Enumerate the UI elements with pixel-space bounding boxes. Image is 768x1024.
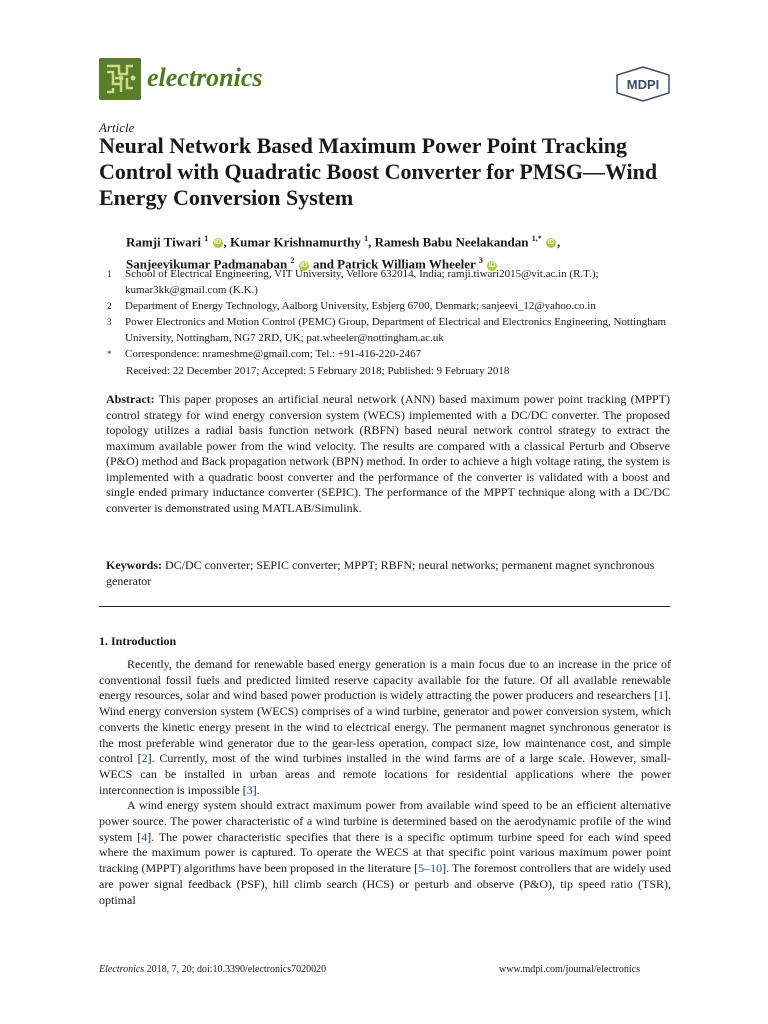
article-type: Article — [99, 120, 135, 135]
affiliation-mark: * — [107, 349, 112, 359]
footer-url[interactable]: www.mdpi.com/journal/electronics — [499, 964, 640, 975]
paragraph — [99, 657, 671, 798]
keywords — [106, 558, 670, 589]
paragraph-text: ]. Currently, most of the wind turbines installed in the wind farms are of a large scale. However, small-WECS can be installed in urban areas and remote locations for residential applications where the power interconnection is impossible [ — [99, 751, 671, 797]
affiliation-mark: 3 — [107, 317, 112, 327]
author-name: , Ramesh Babu Neelakandan — [368, 234, 529, 250]
author-name: Ramji Tiwari — [126, 234, 201, 250]
affiliation-mark: 1 — [107, 269, 112, 279]
author-name: , Kumar Krishnamurthy — [223, 234, 361, 250]
affiliation-ref: 2 — [290, 256, 295, 266]
mdpi-logo-icon — [615, 66, 671, 102]
section-heading: 1. Introduction — [99, 634, 177, 648]
orcid-icon[interactable]: iD — [488, 261, 496, 269]
section-body — [99, 657, 671, 908]
affiliation-item — [99, 314, 679, 346]
journal-name: electronics — [147, 63, 263, 92]
affiliation-mark: 2 — [107, 301, 112, 311]
footer-journal: Electronics — [99, 964, 145, 975]
publisher-name: MDPI — [626, 77, 660, 92]
author-name: and Patrick William Wheeler — [312, 256, 476, 272]
paragraph-text: ]. — [252, 782, 260, 797]
footer-doi: 2018, 7, 20; doi:10.3390/electronics7020020 — [144, 964, 327, 975]
affiliation-item — [99, 298, 679, 314]
affiliation-text: Power Electronics and Motion Control (PEMC) Group, Department of Electrical and Electronics Engineering, Nottingham University, Nottingham, NG7 2RD, UK; pat.wheeler@nottingham.ac.uk — [125, 316, 667, 344]
citation-link[interactable]: 3 — [246, 782, 253, 797]
orcid-icon[interactable]: iD — [214, 239, 221, 247]
journal-logo-icon — [99, 58, 141, 100]
affiliation-ref: 1 — [364, 234, 369, 243]
affiliation-item — [99, 266, 679, 298]
orcid-icon[interactable]: iD — [300, 261, 308, 269]
paragraph-text: Recently, the demand for renewable based energy generation is a main focus due to an increase in the price of conventional fossil fuels and predicted limited reserve capacity available for the future. Of all available renewable energy resources, solar and wind based power production is widely attracting the power producers and researchers [ — [99, 657, 671, 703]
abstract-label: Abstract: — [106, 392, 155, 406]
affiliation-item — [99, 346, 679, 362]
paragraph-text: ]. The foremost controllers that are widely used are power signal feedback (PSF), hill climb search (HCS) or perturb and observe (P&O), tip speed ratio (TSR), optimal — [99, 861, 671, 907]
affiliation-text: Department of Energy Technology, Aalborg University, Esbjerg 6700, Denmark; sanjeevi_12@yahoo.co.in — [125, 300, 596, 312]
section-divider — [99, 606, 670, 607]
keywords-text: DC/DC converter; SEPIC converter; MPPT; RBFN; neural networks; permanent magnet synchronous generator — [106, 558, 655, 588]
affiliation-ref: 3 — [478, 256, 483, 266]
paragraph — [99, 798, 671, 908]
citation-link[interactable]: 1 — [658, 688, 664, 703]
paragraph-text: ]. Wind energy conversion system (WECS) comprises of a wind turbine, generator and power conversion system, which converts the kinetic energy present in the wind to electrical energy. The permanent magnet synchronous generator is the most preferable wind generator due to the gear-less operation, compact size, low maintenance cost, and simple control [ — [99, 688, 671, 766]
affiliation-list — [99, 266, 679, 362]
paragraph-text: ]. The power characteristic specifies that there is a specific optimum turbine speed for each wind speed where the maximum power is captured. To operate the WECS at that specific point various maximum power point tracking (MPPT) algorithms have been proposed in the literature [ — [99, 829, 671, 876]
abstract — [106, 392, 670, 516]
affiliation-ref: 1,* — [531, 234, 542, 243]
paper-title: Neural Network Based Maximum Power Point Tracking Control with Quadratic Boost Converter for PMSG—Wind Energy Conversion System — [99, 133, 658, 210]
citation-link[interactable]: 2 — [141, 751, 148, 766]
orcid-icon[interactable]: iD — [547, 239, 555, 247]
publication-dates: Received: 22 December 2017; Accepted: 5 February 2018; Published: 9 February 2018 — [126, 365, 510, 377]
paragraph-text: A wind energy system should extract maximum power from available wind speed to be an efficient alternative power source. The power characteristic of a wind turbine is determined based on the aerodynamic profile of the wind system [ — [99, 798, 671, 844]
author-name: Sanjeevikumar Padmanaban — [126, 256, 288, 272]
footer-citation — [99, 964, 326, 975]
citation-link[interactable]: 5–10 — [418, 861, 443, 876]
affiliation-text: Correspondence: nrameshme@gmail.com; Tel.: +91-416-220-2467 — [125, 348, 422, 360]
author-separator: , — [556, 234, 561, 250]
affiliation-text: School of Electrical Engineering, VIT University, Vellore 632014, India; ramji.tiwari2015@vit.ac.in (R.T.); kumar3kk@gmail.com (K.K.) — [125, 268, 599, 296]
affiliation-ref: 1 — [204, 234, 209, 243]
citation-link[interactable]: 4 — [141, 829, 148, 844]
abstract-text: This paper proposes an artificial neural network (ANN) based maximum power point tracking (MPPT) control strategy for wind energy conversion system (WECS) implemented with a DC/DC converter. The proposed topology utilizes a radial basis function network (RBFN) based neural network control strategy to extract the maximum available power from the wind velocity. The results are compared with a classical Perturb and Observe (P&O) method and Back propagation network (BPN) method. In order to achieve a high voltage rating, the system is implemented with a quadratic boost converter and the performance of the converter is validated with a boost and single ended primary inductance converter (SEPIC). The performance of the MPPT technique along with a DC/DC converter is demonstrated using MATLAB/Simulink. — [106, 392, 670, 515]
keywords-label: Keywords: — [106, 558, 162, 572]
